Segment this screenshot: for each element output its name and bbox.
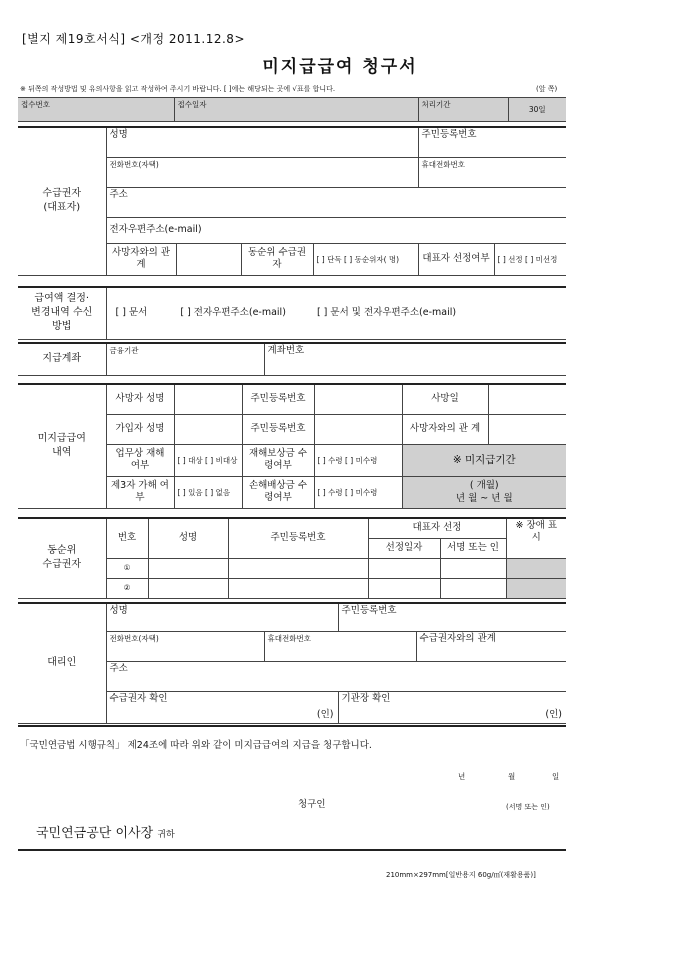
agent-bottom-rule [18,725,566,727]
claimant-email-field[interactable]: 전자우편주소(e-mail) [106,217,566,243]
same-rank-row-2-disabled [506,578,566,598]
damages-label: 손해배상금 수 령여부 [242,476,314,508]
claimant-confirm-seal: (인) [316,708,334,720]
same-rank-label: 동순위 수급권자 [241,243,313,275]
claimant-confirm-label: 수급권자 확인 [109,692,168,704]
same-rank-row-1-no: ① [106,558,148,578]
comp-received-label: 재해보상금 수 령여부 [242,444,314,476]
claimant-confirm-field[interactable] [106,691,338,723]
same-rank-row-1-date[interactable] [368,558,440,578]
same-rank-section: 동순위 수급권자 [18,518,106,598]
rep-selection-label: 대표자 선정여부 [418,243,494,275]
date-day[interactable]: 일 [552,772,560,781]
col-sign: 서명 또는 인 [440,538,506,558]
unpaid-section: 미지급급여 내역 [18,384,106,508]
col-disabled: ※ 장애 표 시 [506,518,566,558]
work-injury-options[interactable]: [ ] 대상 [ ] 비대상 [174,444,242,476]
account-section: 지급계좌 [18,343,106,375]
form-tag: [별지 제19호서식] <개정 2011.12.8> [22,32,245,46]
claimant-phone-field[interactable]: 전화번호(자택) [106,157,418,187]
page-side: (앞 쪽) [536,85,558,93]
deceased-name-value[interactable] [174,384,242,414]
same-rank-table [18,517,566,599]
unpaid-table [18,383,566,509]
member-rrn-value[interactable] [314,414,402,444]
date-month[interactable]: 월 [508,772,516,781]
same-rank-row-1-disabled [506,558,566,578]
sign-note[interactable]: (서명 또는 인) [506,803,550,811]
recipient-suffix: 귀하 [157,830,175,840]
rep-selection-options[interactable]: [ ] 선정 [ ] 미선정 [494,243,566,275]
receipt-table [18,97,566,122]
agent-section: 대리인 [18,603,106,723]
same-rank-row-1-sign[interactable] [440,558,506,578]
form-title: 미지급급여 청구서 [262,57,418,77]
unpaid-period-value[interactable] [402,476,566,508]
third-party-label: 제3자 가해 여부 [106,476,174,508]
col-rrn: 주민등록번호 [228,518,368,558]
same-rank-row-2-sign[interactable] [440,578,506,598]
member-rrn-label: 주민등록번호 [242,414,314,444]
account-table [18,342,566,376]
deceased-relation-label: 사망자와의 관 계 [402,414,488,444]
deceased-rrn-value[interactable] [314,384,402,414]
agent-table [18,602,566,724]
claimant-rrn-field[interactable]: 주민등록번호 [418,127,566,157]
processing-period-label: 처리기간 [418,98,508,122]
bank-field[interactable]: 금융기관 [106,343,264,375]
work-injury-label: 업무상 재해 여부 [106,444,174,476]
footer-rule [18,849,566,851]
chief-confirm-field[interactable] [338,691,566,723]
death-date-value[interactable] [488,384,566,414]
unpaid-period-months: ( 개월) [469,480,499,491]
col-no: 번호 [106,518,148,558]
notice-options [106,287,566,339]
notice-section: 급여액 결정· 변경내역 수신 방법 [18,287,106,339]
same-rank-row-2-date[interactable] [368,578,440,598]
agent-address-field[interactable]: 주소 [106,661,566,691]
declaration-text: 「국민연금법 시행규칙」 제24조에 따라 위와 같이 미지급급여의 지급을 청구합니다. [20,740,372,751]
same-rank-row-1-name[interactable] [148,558,228,578]
receipt-date-label: 접수일자 [174,98,418,122]
agent-name-field[interactable]: 성명 [106,603,338,631]
deceased-relation-value[interactable] [488,414,566,444]
same-rank-row-2-rrn[interactable] [228,578,368,598]
damages-options[interactable]: [ ] 수령 [ ] 미수령 [314,476,402,508]
receipt-number-label: 접수번호 [18,98,174,122]
account-number-field[interactable]: 계좌번호 [264,343,566,375]
paper-spec: 210mm×297mm[일반용지 60g/㎡(재활용품)] [386,871,536,879]
unpaid-period-range: 년 월 ~ 년 월 [455,493,513,504]
agent-phone-field[interactable]: 전화번호(자택) [106,631,264,661]
col-rep-date: 선정일자 [368,538,440,558]
chief-confirm-label: 기관장 확인 [341,692,391,704]
claimant-name-field[interactable]: 성명 [106,127,418,157]
claimant-label: 청구인 [298,799,326,810]
agent-relation-field[interactable]: 수급권자와의 관계 [416,631,566,661]
same-rank-row-1-rrn[interactable] [228,558,368,578]
recipient [36,822,175,841]
processing-period-value: 30일 [508,98,566,122]
date-year[interactable]: 년 [458,772,466,781]
notice-option-document[interactable]: [ ] 문서 [115,307,148,319]
deceased-name-label: 사망자 성명 [106,384,174,414]
col-rep: 대표자 선정 [368,518,506,538]
member-name-label: 가입자 성명 [106,414,174,444]
claimant-mobile-field[interactable]: 휴대전화번호 [418,157,566,187]
claimant-relation-value[interactable] [176,243,241,275]
same-rank-row-2-no: ② [106,578,148,598]
claimant-table [18,126,566,276]
same-rank-row-2-name[interactable] [148,578,228,598]
notice-option-email[interactable]: [ ] 전자우편주소(e-mail) [180,307,286,319]
chief-confirm-seal: (인) [545,708,563,720]
notice-option-both[interactable]: [ ] 문서 및 전자우편주소(e-mail) [316,307,457,319]
claimant-relation-label: 사망자와의 관계 [106,243,176,275]
member-name-value[interactable] [174,414,242,444]
comp-received-options[interactable]: [ ] 수령 [ ] 미수령 [314,444,402,476]
col-name: 성명 [148,518,228,558]
instruction-note: ※ 뒤쪽의 작성방법 및 유의사항을 읽고 작성하여 주시기 바랍니다. [ ]에는 해당되는 곳에 √표를 합니다. [20,85,336,93]
unpaid-period-title: ※ 미지급기간 [402,444,566,476]
claimant-section: 수급권자 (대표자) [18,127,106,275]
claimant-address-field[interactable]: 주소 [106,187,566,217]
agent-mobile-field[interactable]: 휴대전화번호 [264,631,416,661]
death-date-label: 사망일 [402,384,488,414]
recipient-name: 국민연금공단 이사장 [36,826,154,841]
same-rank-options[interactable]: [ ] 단독 [ ] 동순위자( 명) [313,243,418,275]
third-party-options[interactable]: [ ] 있음 [ ] 없음 [174,476,242,508]
agent-rrn-field[interactable]: 주민등록번호 [338,603,566,631]
deceased-rrn-label: 주민등록번호 [242,384,314,414]
notice-table [18,286,566,340]
